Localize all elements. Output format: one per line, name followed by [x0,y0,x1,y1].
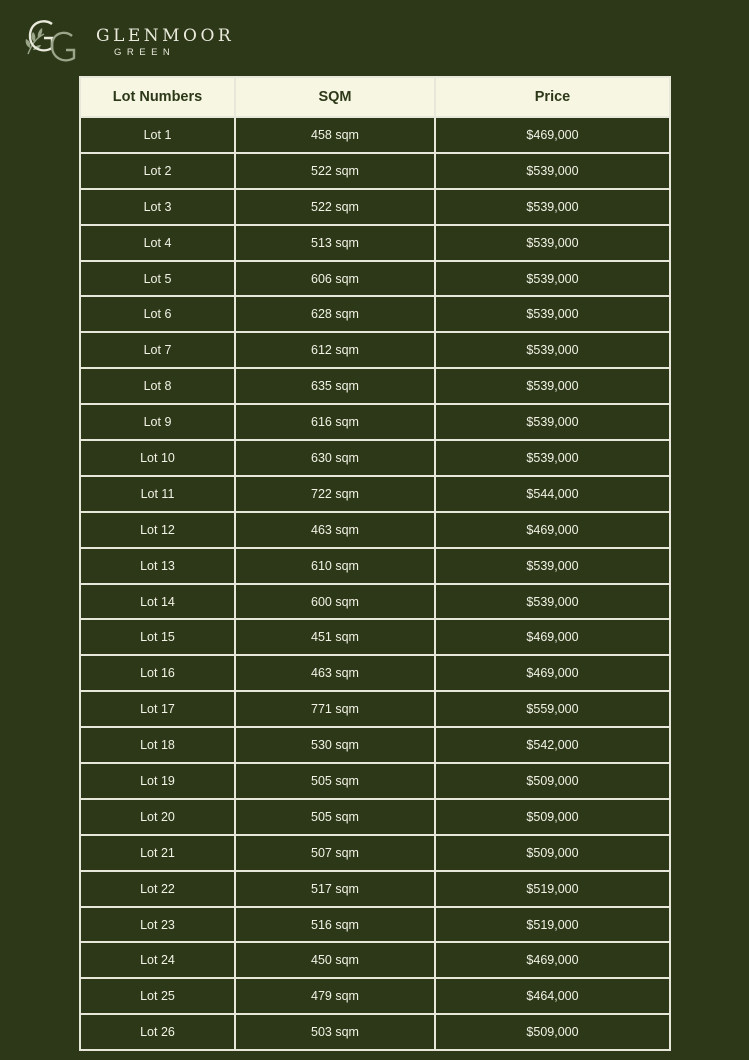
table-row [80,942,670,978]
brand-name: GLENMOOR [96,26,235,46]
sqm-cell: 513 sqm [235,225,435,261]
sqm-cell: 530 sqm [235,727,435,763]
price-cell: $509,000 [435,799,670,835]
price-cell: $539,000 [435,261,670,297]
gg-monogram-leaf-icon [22,14,82,66]
lot-number-cell: Lot 13 [80,548,235,584]
table-row [80,189,670,225]
price-cell: $519,000 [435,907,670,943]
lot-number-cell: Lot 24 [80,942,235,978]
lot-number-cell: Lot 17 [80,691,235,727]
table-row [80,799,670,835]
table-row [80,691,670,727]
table-row [80,225,670,261]
table-row [80,117,670,153]
price-cell: $539,000 [435,332,670,368]
lot-price-table [79,76,671,1051]
sqm-cell: 522 sqm [235,189,435,225]
price-cell: $509,000 [435,1014,670,1050]
sqm-cell: 516 sqm [235,907,435,943]
lot-number-cell: Lot 6 [80,296,235,332]
sqm-cell: 451 sqm [235,619,435,655]
price-cell: $509,000 [435,835,670,871]
header-lot-numbers: Lot Numbers [80,77,235,117]
header-price: Price [435,77,670,117]
price-cell: $539,000 [435,189,670,225]
price-cell: $469,000 [435,619,670,655]
lot-number-cell: Lot 26 [80,1014,235,1050]
lot-number-cell: Lot 10 [80,440,235,476]
table-row [80,871,670,907]
table-header-row [80,77,670,117]
table-row [80,332,670,368]
table-row [80,296,670,332]
price-cell: $539,000 [435,548,670,584]
sqm-cell: 479 sqm [235,978,435,1014]
table-row [80,907,670,943]
table-row [80,548,670,584]
sqm-cell: 517 sqm [235,871,435,907]
table-row [80,727,670,763]
price-cell: $539,000 [435,153,670,189]
sqm-cell: 612 sqm [235,332,435,368]
table-row [80,655,670,691]
lot-number-cell: Lot 9 [80,404,235,440]
lot-number-cell: Lot 8 [80,368,235,404]
lot-number-cell: Lot 25 [80,978,235,1014]
lot-number-cell: Lot 1 [80,117,235,153]
sqm-cell: 458 sqm [235,117,435,153]
table-row [80,440,670,476]
table-row [80,619,670,655]
table-row [80,512,670,548]
sqm-cell: 503 sqm [235,1014,435,1050]
sqm-cell: 600 sqm [235,584,435,620]
price-cell: $539,000 [435,296,670,332]
lot-number-cell: Lot 11 [80,476,235,512]
sqm-cell: 522 sqm [235,153,435,189]
table-row [80,763,670,799]
lot-number-cell: Lot 3 [80,189,235,225]
price-cell: $539,000 [435,584,670,620]
table-row [80,584,670,620]
sqm-cell: 505 sqm [235,799,435,835]
sqm-cell: 505 sqm [235,763,435,799]
price-cell: $519,000 [435,871,670,907]
table-row [80,368,670,404]
price-cell: $542,000 [435,727,670,763]
sqm-cell: 450 sqm [235,942,435,978]
lot-number-cell: Lot 12 [80,512,235,548]
price-cell: $469,000 [435,942,670,978]
price-cell: $539,000 [435,225,670,261]
sqm-cell: 610 sqm [235,548,435,584]
lot-number-cell: Lot 15 [80,619,235,655]
table-row [80,1014,670,1050]
table-row [80,978,670,1014]
price-cell: $544,000 [435,476,670,512]
sqm-cell: 463 sqm [235,512,435,548]
sqm-cell: 606 sqm [235,261,435,297]
price-cell: $539,000 [435,440,670,476]
lot-number-cell: Lot 19 [80,763,235,799]
sqm-cell: 635 sqm [235,368,435,404]
lot-number-cell: Lot 2 [80,153,235,189]
sqm-cell: 463 sqm [235,655,435,691]
header-sqm: SQM [235,77,435,117]
lot-number-cell: Lot 4 [80,225,235,261]
price-cell: $509,000 [435,763,670,799]
lot-number-cell: Lot 23 [80,907,235,943]
lot-number-cell: Lot 21 [80,835,235,871]
price-cell: $539,000 [435,368,670,404]
price-cell: $469,000 [435,512,670,548]
lot-number-cell: Lot 20 [80,799,235,835]
table-row [80,835,670,871]
brand-logo [22,14,242,66]
price-cell: $559,000 [435,691,670,727]
table-row [80,153,670,189]
sqm-cell: 771 sqm [235,691,435,727]
table-row [80,261,670,297]
lot-number-cell: Lot 5 [80,261,235,297]
lot-number-cell: Lot 16 [80,655,235,691]
sqm-cell: 507 sqm [235,835,435,871]
sqm-cell: 630 sqm [235,440,435,476]
lot-number-cell: Lot 22 [80,871,235,907]
sqm-cell: 628 sqm [235,296,435,332]
lot-number-cell: Lot 18 [80,727,235,763]
brand-subtitle: GREEN [114,47,176,58]
table-body [80,117,670,1050]
price-cell: $469,000 [435,117,670,153]
lot-number-cell: Lot 14 [80,584,235,620]
lot-number-cell: Lot 7 [80,332,235,368]
sqm-cell: 616 sqm [235,404,435,440]
price-cell: $464,000 [435,978,670,1014]
price-cell: $539,000 [435,404,670,440]
price-cell: $469,000 [435,655,670,691]
table-row [80,476,670,512]
sqm-cell: 722 sqm [235,476,435,512]
table-row [80,404,670,440]
